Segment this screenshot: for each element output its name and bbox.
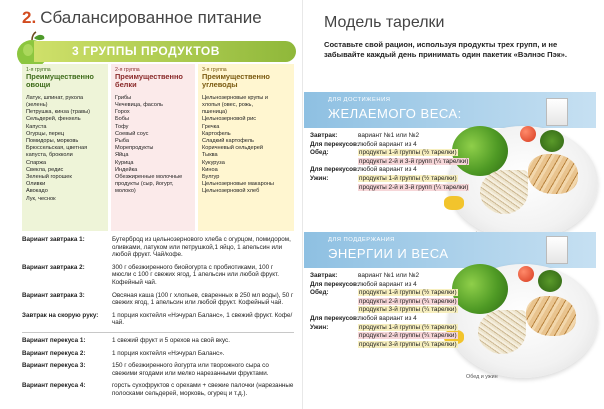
menu-label: Вариант перекуса 1: bbox=[22, 336, 86, 344]
chicken-image bbox=[528, 154, 578, 194]
page-title-right: Модель тарелки bbox=[324, 14, 445, 31]
food-item: Грибы bbox=[115, 94, 132, 101]
meal-plan-weight-loss bbox=[310, 132, 490, 192]
meal-text: продукты 2-й и 3-й групп (¼ тарелки) bbox=[359, 157, 469, 165]
banner-subtitle: ДЛЯ ПОДДЕРЖАНИЯ bbox=[328, 237, 395, 243]
meal-plan-maintenance bbox=[310, 272, 490, 349]
meal-text: вариант №1 или №2 bbox=[358, 272, 420, 279]
menu-row bbox=[22, 312, 294, 327]
plate-caption: Обед и ужин bbox=[466, 374, 498, 380]
tomato-image bbox=[520, 126, 536, 142]
meal-row bbox=[310, 166, 490, 174]
menu-text: 1 свежий фрукт и 5 орехов на свой вкус. bbox=[112, 336, 230, 344]
meal-text: вариант №1 или №2 bbox=[358, 132, 420, 139]
meal-row bbox=[310, 306, 490, 314]
meal-text: любой вариант из 4 bbox=[358, 140, 417, 148]
meal-row bbox=[310, 298, 490, 306]
food-item: Цельнозерновой хлеб bbox=[202, 188, 260, 195]
food-item: Морепродукты bbox=[115, 145, 154, 152]
food-item: Капуста bbox=[26, 123, 47, 130]
menu-text: 1 порция коктейля «Нэчурал Баланс». bbox=[112, 349, 225, 357]
meal-text: продукты 2-й группы (¼ тарелки) bbox=[359, 297, 457, 305]
food-item: (зелень) bbox=[26, 102, 48, 109]
group-heading: Преимущественно белки bbox=[115, 72, 183, 90]
groups-heading: 3 ГРУППЫ ПРОДУКТОВ bbox=[72, 44, 220, 58]
wellness-pack-image bbox=[546, 236, 568, 264]
meal-row bbox=[310, 158, 490, 166]
menu-text: 150 г обезжиренного йогурта или творожного сыра со свежими ягодами или мелко нарезанными фруктами. bbox=[112, 362, 269, 377]
food-item: Помидоры, морковь bbox=[26, 138, 79, 145]
meal-label: Обед: bbox=[310, 149, 329, 157]
food-item: Гречка bbox=[202, 123, 220, 130]
wellness-pack-image bbox=[546, 98, 568, 126]
group-label: 2-я группа bbox=[115, 67, 140, 73]
meal-row bbox=[310, 341, 490, 349]
meal-label: Ужин: bbox=[310, 174, 329, 182]
menu-row bbox=[22, 332, 294, 345]
intro-text: Составьте свой рацион, используя продукты трех групп, и не забывайте каждый день принимать один пакетик «Вэлнэс Пэк». bbox=[324, 40, 567, 59]
food-item: Картофель bbox=[202, 130, 231, 137]
menu-label: Завтрак на скорую руку: bbox=[22, 311, 99, 319]
broccoli-image bbox=[538, 270, 562, 292]
meal-label: Ужин: bbox=[310, 323, 329, 331]
meal-text: любой вариант из 4 bbox=[358, 314, 417, 322]
food-item: Курица bbox=[115, 159, 134, 166]
section-number: 2. bbox=[22, 8, 37, 27]
page-divider bbox=[302, 0, 303, 409]
food-item: Бобы bbox=[115, 116, 130, 123]
meal-text: продукты 3-й группы (¼ тарелки) bbox=[359, 306, 457, 314]
food-item: Индейка bbox=[115, 166, 138, 173]
menu-text: Бутерброд из цельнозернового хлеба с огурцом, помидором, оливками, латуком или петрушкой,1 яйцо, 1 апельсин или любой фрукт. Чай/кофе. bbox=[112, 236, 291, 259]
food-item: Огурцы, перец bbox=[26, 130, 65, 137]
group-column-1 bbox=[22, 64, 108, 231]
groups-heading-bar bbox=[34, 41, 296, 62]
meal-row bbox=[310, 149, 490, 157]
menu-label: Вариант завтрака 3: bbox=[22, 291, 85, 299]
food-item: Цельнозерновые макароны bbox=[202, 181, 274, 188]
group-items bbox=[202, 95, 290, 196]
menu-row bbox=[22, 264, 294, 287]
meal-row bbox=[310, 132, 490, 140]
food-item: Свекла, редис bbox=[26, 166, 64, 173]
food-item: капуста, брокколи bbox=[26, 152, 73, 159]
food-item: Яйца bbox=[115, 152, 129, 159]
food-item: хлопья (овес, рожь, bbox=[202, 102, 254, 109]
food-item: Авокадо bbox=[26, 188, 48, 195]
meal-row bbox=[310, 184, 490, 192]
meal-text: продукты 2-й и 3-й групп (¼ тарелки) bbox=[359, 183, 469, 191]
group-label: 1-я группа bbox=[26, 67, 51, 73]
food-item: Горох bbox=[115, 109, 130, 116]
menu-row bbox=[22, 362, 294, 377]
banner-subtitle: ДЛЯ ДОСТИЖЕНИЯ bbox=[328, 97, 391, 103]
food-item: Цельнозерновой рис bbox=[202, 116, 257, 123]
food-item: Рыба bbox=[115, 138, 129, 145]
menu-text: 1 порция коктейля «Нэчурал Баланс», 1 свежий фрукт. Кофе/чай. bbox=[112, 311, 293, 327]
group-items bbox=[115, 95, 191, 196]
tomato-image bbox=[518, 266, 534, 282]
food-item: Чечевица, фасоль bbox=[115, 102, 163, 109]
food-item: молоко) bbox=[115, 188, 136, 195]
meal-row bbox=[310, 315, 490, 323]
meal-row bbox=[310, 289, 490, 297]
menu-label: Вариант перекуса 2: bbox=[22, 349, 86, 357]
menu-row bbox=[22, 292, 294, 307]
meal-row bbox=[310, 272, 490, 280]
meal-text: продукты 3-й группы (¼ тарелки) bbox=[359, 340, 457, 348]
menu-label: Вариант завтрака 2: bbox=[22, 263, 85, 271]
meal-label: Для перекусов: bbox=[310, 166, 360, 174]
food-item: Тофу bbox=[115, 123, 129, 130]
meal-label: Для перекусов: bbox=[310, 314, 360, 322]
food-item: Оливки bbox=[26, 181, 46, 188]
chicken-image bbox=[526, 296, 576, 336]
food-item: пшеница) bbox=[202, 109, 228, 116]
group-column-2 bbox=[111, 64, 195, 231]
food-item: продукты (сыр, йогурт, bbox=[115, 181, 174, 188]
meal-text: продукты 1-й группы (½ тарелки) bbox=[359, 289, 457, 297]
menu-label: Вариант завтрака 1: bbox=[22, 236, 85, 243]
food-item: Обезжиренные молочные bbox=[115, 174, 183, 181]
menu-text: горсть сухофруктов с орехами + свежие палочки (нарезанные полосками сельдерей, морковь, огурец и т.д.). bbox=[112, 382, 294, 397]
menu-label: Вариант перекуса 3: bbox=[22, 362, 86, 370]
group-heading: Преимущественно углеводы bbox=[202, 72, 270, 90]
section-title: Сбалансированное питание bbox=[40, 8, 262, 27]
meal-label: Завтрак: bbox=[310, 272, 338, 279]
meal-text: продукты 1-й группы (½ тарелки) bbox=[359, 323, 457, 331]
banner-title: ЖЕЛАЕМОГО ВЕСА: bbox=[328, 106, 462, 121]
meal-label: Для перекусов: bbox=[310, 280, 360, 288]
food-item: Сладкий картофель bbox=[202, 138, 254, 145]
food-item: Петрушка, кинза (травы) bbox=[26, 109, 91, 116]
group-items bbox=[26, 95, 104, 203]
meal-row bbox=[310, 281, 490, 289]
menu-text: Овсяная каша (100 г хлопьев, сваренных в 250 мл воды), 50 г свежих ягод, 1 апельсин или любой фрукт. Кофейный чай. bbox=[112, 291, 294, 307]
menu-text: 300 г обезжиренного биойогурта с пробиотиками, 100 г мюсли с 100 г свежих ягод, 1 апельсин или любой фрукт. Кофейный чай. bbox=[112, 263, 279, 286]
food-item: Кукуруза bbox=[202, 159, 225, 166]
meal-text: любой вариант из 4 bbox=[358, 280, 417, 288]
group-column-3 bbox=[198, 64, 294, 231]
meal-text: продукты 2-й группы (¼ тарелки) bbox=[359, 332, 457, 340]
food-item: Коричневый сельдерей bbox=[202, 145, 264, 152]
meal-row bbox=[310, 141, 490, 149]
food-item: Лук, чеснок bbox=[26, 195, 56, 202]
menu-row bbox=[22, 236, 294, 259]
food-item: Латук, шпинат, рукола bbox=[26, 94, 84, 101]
food-item: Булгур bbox=[202, 174, 220, 181]
meal-label: Для перекусов: bbox=[310, 140, 360, 148]
menu-options bbox=[22, 236, 294, 403]
meal-row bbox=[310, 175, 490, 183]
food-item: Брюссельская, цветная bbox=[26, 145, 88, 152]
meal-text: любой вариант из 4 bbox=[358, 166, 417, 174]
menu-row bbox=[22, 382, 294, 397]
meal-label: Завтрак: bbox=[310, 132, 338, 139]
group-heading: Преимущественно овощи bbox=[26, 72, 94, 90]
food-item: Тыква bbox=[202, 152, 218, 159]
page-title-left bbox=[22, 8, 262, 28]
meal-text: продукты 1-й группы (½ тарелки) bbox=[359, 174, 457, 182]
meal-text: продукты 1-й группы (½ тарелки) bbox=[359, 149, 457, 157]
food-item: Сельдерей, фенхель bbox=[26, 116, 81, 123]
meal-label: Обед: bbox=[310, 289, 329, 297]
food-item: Соевый соус bbox=[115, 130, 149, 137]
pepper-image bbox=[444, 196, 464, 210]
group-label: 3-я группа bbox=[202, 67, 227, 73]
broccoli-image bbox=[540, 130, 564, 152]
food-item: Киноа bbox=[202, 166, 218, 173]
food-item: Цельнозерновые крупы и bbox=[202, 94, 268, 101]
menu-row bbox=[22, 350, 294, 358]
meal-row bbox=[310, 332, 490, 340]
banner-title: ЭНЕРГИИ И ВЕСА bbox=[328, 246, 449, 261]
food-item: Спаржа bbox=[26, 159, 47, 166]
menu-label: Вариант перекуса 4: bbox=[22, 382, 86, 390]
meal-row bbox=[310, 324, 490, 332]
food-item: Зеленый горошек bbox=[26, 174, 72, 181]
